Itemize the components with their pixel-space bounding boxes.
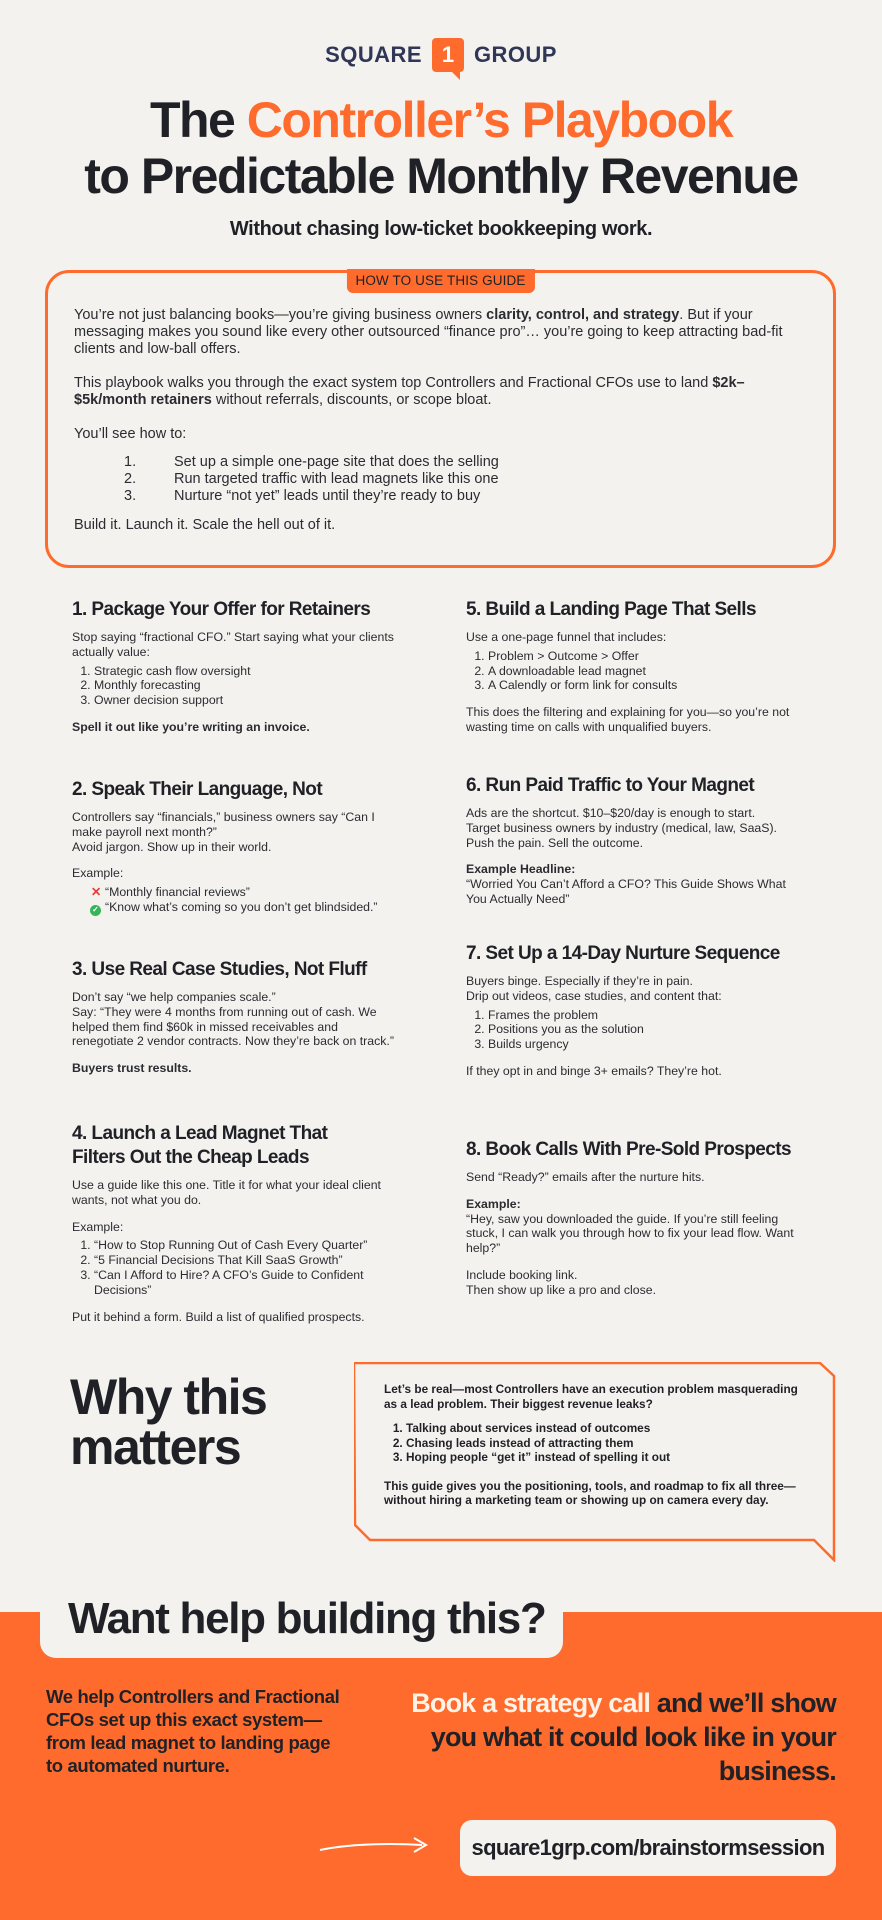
list-item: 3. Owner decision support xyxy=(94,693,402,708)
step-1 xyxy=(72,598,402,747)
why-content xyxy=(384,1382,814,1522)
guide-tag: HOW TO USE THIS GUIDE xyxy=(346,269,534,293)
step-8-example-label: Example: xyxy=(466,1196,521,1211)
check-icon: ✓ xyxy=(90,905,101,916)
title-line2: to Predictable Monthly Revenue xyxy=(84,148,798,204)
guide-paragraph-2: This playbook walks you through the exact system top Controllers and Fractional CFOs use to land $2k–$5k/month retainers without referrals, discounts, or scope bloat. xyxy=(74,375,745,408)
why-closing: This guide gives you the positioning, tools, and roadmap to fix all three—without hiring a marketing team or showing up on camera every day. xyxy=(384,1478,796,1507)
list-item: 1. Set up a simple one-page site that does the selling xyxy=(124,454,499,470)
guide-closing: Build it. Launch it. Scale the hell out of it. xyxy=(74,517,336,533)
why-callout xyxy=(354,1362,836,1560)
list-item: 2. Positions you as the solution xyxy=(488,1022,806,1037)
list-item: 1. “How to Stop Running Out of Cash Every Quarter” xyxy=(94,1238,402,1253)
step-7-title: 7. Set Up a 14-Day Nurture Sequence xyxy=(466,943,780,964)
step-3-bold: Buyers trust results. xyxy=(72,1061,192,1076)
step-4-title: 4. Launch a Lead Magnet That Filters Out the Cheap Leads xyxy=(72,1123,328,1168)
step-7-line1: Buyers binge. Especially if they’re in pain. xyxy=(466,974,693,988)
step-4-list xyxy=(94,1238,402,1297)
step-7-line2: Drip out videos, case studies, and content that: xyxy=(466,988,722,1003)
step-3-title: 3. Use Real Case Studies, Not Fluff xyxy=(72,959,367,980)
title-pre: The xyxy=(149,92,247,148)
list-item: 2. “5 Financial Decisions That Kill SaaS Growth” xyxy=(94,1253,402,1268)
why-list xyxy=(406,1421,814,1465)
bad-example: ✕ “Monthly financial reviews” xyxy=(90,885,250,900)
good-example: ✓ “Know what’s coming so you don’t get blindsided.” xyxy=(90,900,402,916)
logo-badge: 1 xyxy=(432,38,464,72)
step-8-intro: Send “Ready?” emails after the nurture hits. xyxy=(466,1170,705,1184)
guide-box xyxy=(45,270,836,568)
step-3 xyxy=(72,958,402,1088)
why-heading: Why this matters xyxy=(70,1369,267,1475)
step-5 xyxy=(466,598,806,747)
logo-text-right: GROUP xyxy=(473,42,557,67)
step-6 xyxy=(466,774,806,919)
step-4-intro: Use a guide like this one. Title it for what your ideal client wants, not what you do. xyxy=(72,1178,381,1207)
logo-text-left: SQUARE xyxy=(325,42,422,67)
why-intro: Let’s be real—most Controllers have an execution problem masquerading as a lead problem. Their biggest revenue leaks? xyxy=(384,1382,798,1411)
step-6-headline: “Worried You Can’t Afford a CFO? This Guide Shows What You Actually Need” xyxy=(466,877,786,906)
step-2 xyxy=(72,778,402,916)
cta-pitch: Book a strategy call and we’ll show you what it could look like in your business. xyxy=(411,1688,836,1786)
step-8-line1: Include booking link. xyxy=(466,1267,578,1282)
list-item: 3. A Calendly or form link for consults xyxy=(488,678,806,693)
page-subtitle: Without chasing low-ticket bookkeeping work. xyxy=(229,218,653,240)
step-8-title: 8. Book Calls With Pre-Sold Prospects xyxy=(466,1139,792,1160)
step-7-list xyxy=(488,1008,806,1052)
guide-paragraph-1: You’re not just balancing books—you’re giving business owners clarity, control, and strategy. But if your messaging makes you sound like every other outsourced “finance pro”… you’re going to keep attracting bad-fit clients and low-ball offers. xyxy=(74,307,783,357)
cta-description: We help Controllers and Fractional CFOs set up this exact system—from lead magnet to landing page to automated nurture. xyxy=(46,1686,340,1776)
step-2-examples xyxy=(90,885,402,916)
list-item: 1. Frames the problem xyxy=(488,1008,806,1023)
step-8-line2: Then show up like a pro and close. xyxy=(466,1282,657,1297)
list-item: 3. Nurture “not yet” leads until they’re ready to buy xyxy=(124,488,481,504)
step-2-title: 2. Speak Their Language, Not xyxy=(72,779,323,800)
step-3-line1: Don’t say “we help companies scale.” xyxy=(72,990,276,1004)
page-title xyxy=(0,92,882,204)
step-8 xyxy=(466,1138,806,1298)
guide-paragraph-3: You’ll see how to: xyxy=(74,426,187,442)
arrow-right-icon xyxy=(318,1836,430,1856)
step-5-title: 5. Build a Landing Page That Sells xyxy=(466,599,756,620)
list-item: 3. Builds urgency xyxy=(488,1037,806,1052)
step-7 xyxy=(466,942,806,1091)
list-item: 3. Hoping people “get it” instead of spelling it out xyxy=(406,1450,814,1465)
step-1-intro: Stop saying “fractional CFO.” Start saying what your clients actually value: xyxy=(72,630,394,659)
step-2-intro2: Avoid jargon. Show up in their world. xyxy=(72,839,272,854)
booking-link-button[interactable]: square1grp.com/brainstormsession xyxy=(460,1820,836,1876)
step-1-bold: Spell it out like you’re writing an invoice. xyxy=(72,719,310,734)
cta-heading: Want help building this? xyxy=(68,1594,546,1643)
step-6-headline-label: Example Headline: xyxy=(466,862,576,877)
list-item: 3. “Can I Afford to Hire? A CFO’s Guide to Confident Decisions” xyxy=(94,1268,402,1298)
list-item: 2. Run targeted traffic with lead magnets like this one xyxy=(124,471,499,487)
step-3-line2: Say: “They were 4 months from running out of cash. We helped them find $60k in missed receivables and renegotiate 2 vendor contracts. Now they’re back on track.” xyxy=(72,1004,394,1049)
step-6-title: 6. Run Paid Traffic to Your Magnet xyxy=(466,775,755,796)
list-item: 2. A downloadable lead magnet xyxy=(488,664,806,679)
title-highlight: Controller’s Playbook xyxy=(246,92,733,148)
step-6-line3: Push the pain. Sell the outcome. xyxy=(466,835,644,850)
step-1-title: 1. Package Your Offer for Retainers xyxy=(72,599,371,620)
step-8-example: “Hey, saw you downloaded the guide. If you’re still feeling stuck, I can walk you through how to fix your lead flow. Want help?” xyxy=(466,1211,794,1256)
step-2-example-label: Example: xyxy=(72,866,124,881)
step-2-intro: Controllers say “financials,” business owners say “Can I make payroll next month?” xyxy=(72,810,375,839)
step-4-closing: Put it behind a form. Build a list of qualified prospects. xyxy=(72,1309,365,1324)
step-6-line2: Target business owners by industry (medical, law, SaaS). xyxy=(466,820,777,835)
step-5-closing: This does the filtering and explaining for you—so you’re not wasting time on calls with unqualified buyers. xyxy=(466,705,790,734)
step-6-line1: Ads are the shortcut. $10–$20/day is enough to start. xyxy=(466,806,756,820)
step-1-list xyxy=(94,664,402,708)
brand-logo xyxy=(0,38,882,72)
list-item: 2. Monthly forecasting xyxy=(94,678,402,693)
step-5-intro: Use a one-page funnel that includes: xyxy=(466,630,667,644)
list-item: 1. Problem > Outcome > Offer xyxy=(488,649,806,664)
step-4-example-label: Example: xyxy=(72,1219,124,1234)
list-item: 2. Chasing leads instead of attracting them xyxy=(406,1436,814,1451)
list-item: 1. Talking about services instead of outcomes xyxy=(406,1421,814,1436)
step-4 xyxy=(72,1122,402,1336)
step-7-closing: If they opt in and binge 3+ emails? They’re hot. xyxy=(466,1063,722,1078)
step-5-list xyxy=(488,649,806,693)
list-item: 1. Strategic cash flow oversight xyxy=(94,664,402,679)
x-icon: ✕ xyxy=(90,885,102,900)
guide-list xyxy=(74,454,807,505)
